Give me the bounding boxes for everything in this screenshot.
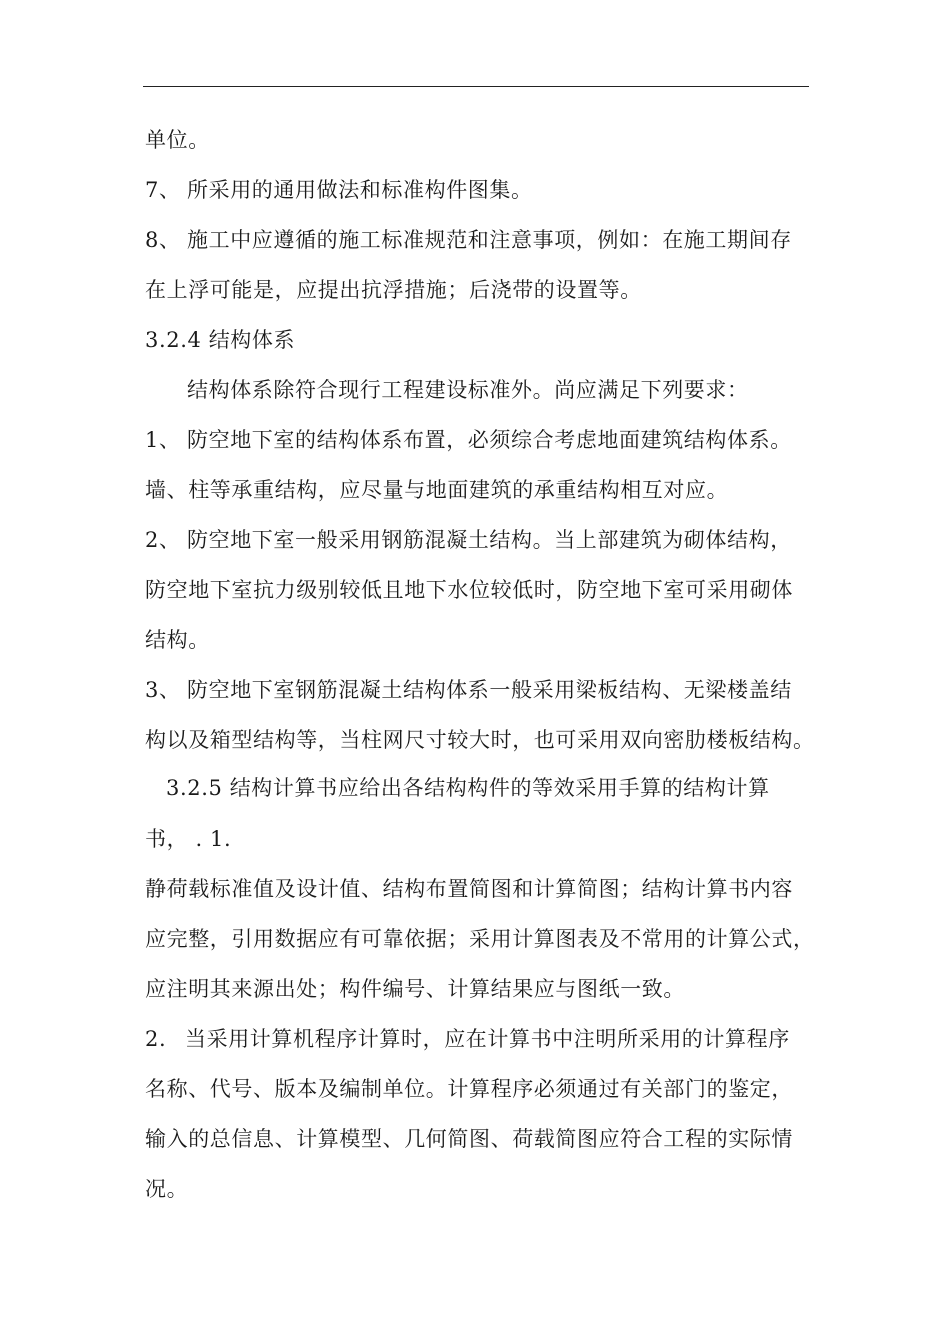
text-line (145, 1075, 793, 1103)
text-line (145, 1175, 188, 1203)
line-text: 构以及箱型结构等，当柱网尺寸较大时，也可采用双向密肋楼板结构。 (145, 728, 815, 752)
list-item (145, 526, 792, 554)
section-heading (166, 774, 770, 802)
section-heading-text: 3.2.4 结构体系 (145, 328, 296, 352)
text-line (145, 126, 210, 154)
item-number: 3、 (145, 678, 181, 702)
line-text: 应完整，引用数据应有可靠依据；采用计算图表及不常用的计算公式， (145, 927, 815, 951)
item-number: 8、 (145, 228, 181, 252)
text-line (145, 825, 231, 853)
line-text: 结构体系除符合现行工程建设标准外。尚应满足下列要求： (187, 378, 749, 402)
list-item (145, 176, 533, 204)
list-item (145, 226, 792, 254)
text-line (145, 1125, 793, 1153)
text-line (145, 875, 793, 903)
list-item (145, 426, 792, 454)
item-text: 所采用的通用做法和标准构件图集。 (187, 178, 533, 202)
text-line (145, 726, 815, 754)
list-item (145, 1025, 790, 1053)
text-line (187, 376, 749, 404)
line-text: 书， . 1. (145, 827, 232, 851)
item-text: 防空地下室钢筋混凝土结构体系一般采用梁板结构、无梁楼盖结 (187, 678, 792, 702)
item-number: 2. (145, 1027, 167, 1051)
text-line (145, 626, 210, 654)
item-text: 施工中应遵循的施工标准规范和注意事项，例如：在施工期间存 (187, 228, 792, 252)
text-line (145, 476, 728, 504)
line-text: 静荷载标准值及设计值、结构布置简图和计算简图；结构计算书内容 (145, 877, 793, 901)
line-text: 在上浮可能是，应提出抗浮措施；后浇带的设置等。 (145, 278, 642, 302)
section-heading (145, 326, 295, 354)
line-text: 应注明其来源出处；构件编号、计算结果应与图纸一致。 (145, 977, 685, 1001)
text-line (145, 925, 815, 953)
line-text: 防空地下室抗力级别较低且地下水位较低时，防空地下室可采用砌体 (145, 578, 793, 602)
section-heading-text: 3.2.5 结构计算书应给出各结构构件的等效采用手算的结构计算 (166, 776, 770, 800)
line-text: 名称、代号、版本及编制单位。计算程序必须通过有关部门的鉴定， (145, 1077, 793, 1101)
text-line (145, 276, 642, 304)
line-text: 墙、柱等承重结构，应尽量与地面建筑的承重结构相互对应。 (145, 478, 729, 502)
line-text: 况。 (145, 1177, 189, 1201)
text-line (145, 576, 793, 604)
item-text: 防空地下室的结构体系布置，必须综合考虑地面建筑结构体系。 (187, 428, 792, 452)
item-number: 7、 (145, 178, 181, 202)
text-line (145, 975, 685, 1003)
header-rule (143, 86, 809, 87)
line-text: 结构。 (145, 628, 210, 652)
item-number: 1、 (145, 428, 181, 452)
line-text: 输入的总信息、计算模型、几何简图、荷载简图应符合工程的实际情 (145, 1127, 793, 1151)
item-text: 当采用计算机程序计算时，应在计算书中注明所采用的计算程序 (185, 1027, 790, 1051)
item-text: 防空地下室一般采用钢筋混凝土结构。当上部建筑为砌体结构， (187, 528, 792, 552)
item-number: 2、 (145, 528, 181, 552)
list-item (145, 676, 792, 704)
line-text: 单位。 (145, 128, 210, 152)
